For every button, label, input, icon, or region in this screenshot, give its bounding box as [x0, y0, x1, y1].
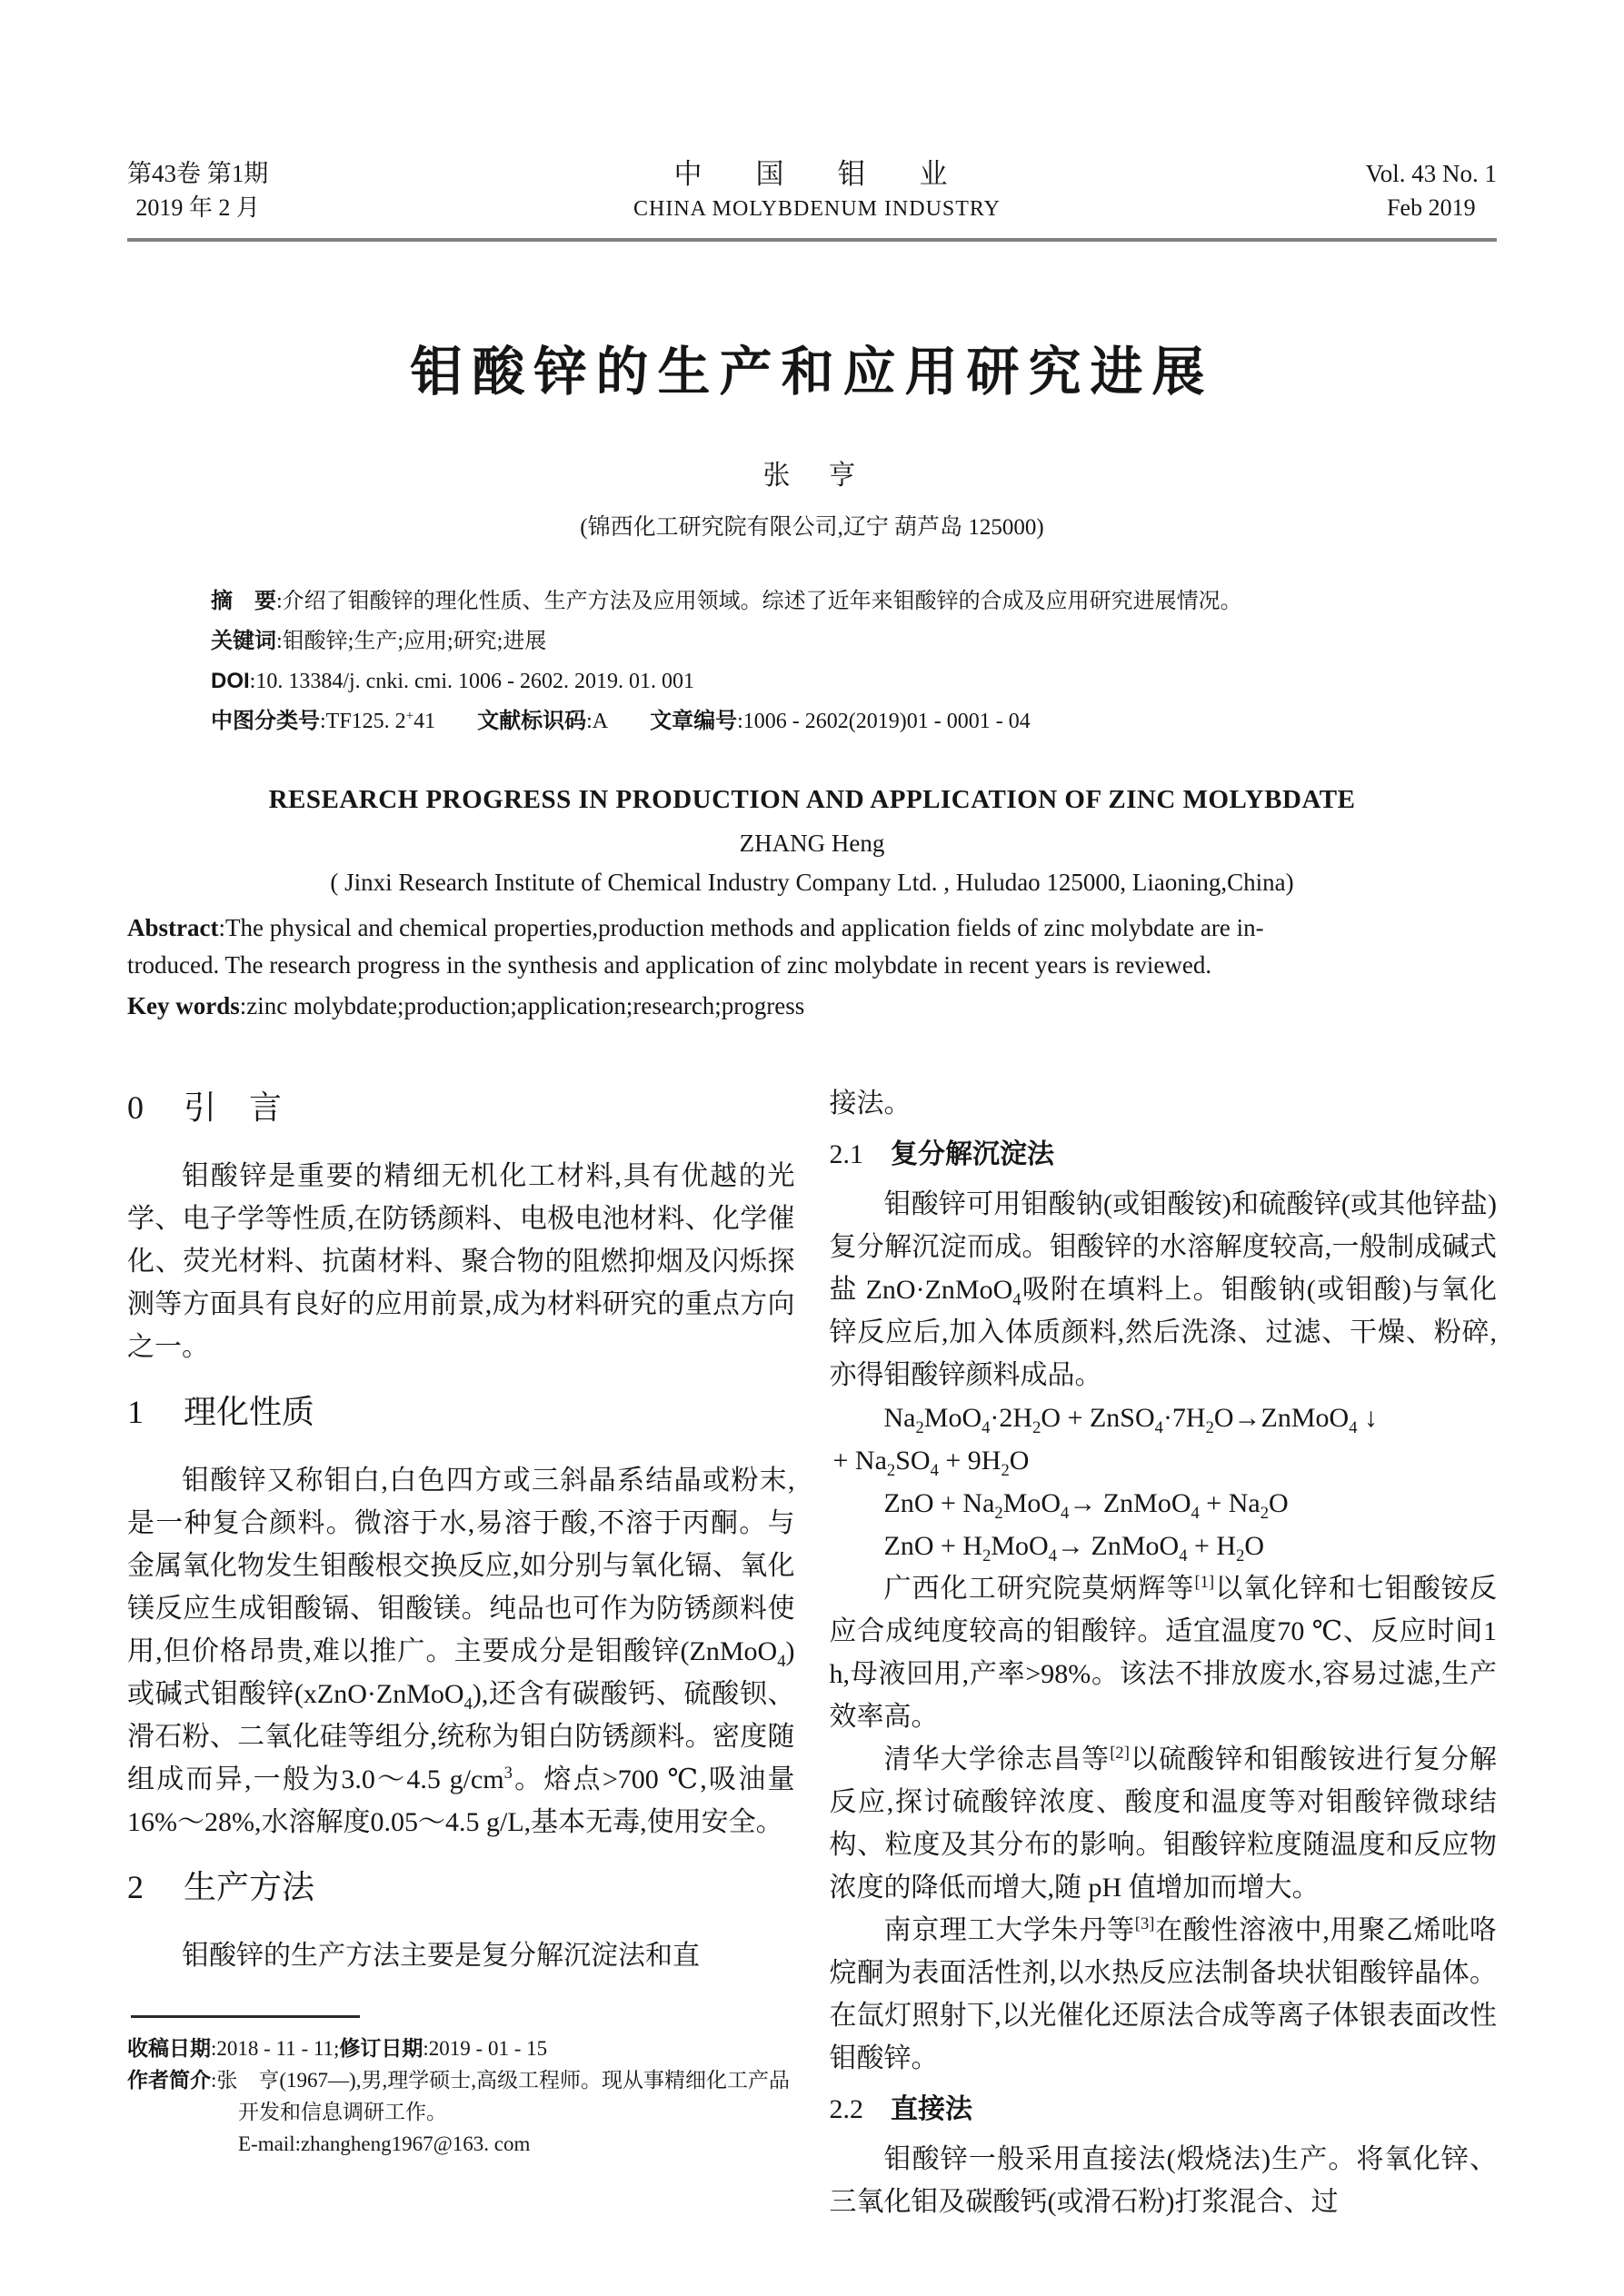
english-abstract-text1: :The physical and chemical properties,production methods and application fields of zinc molybdate are in-	[218, 914, 1264, 941]
article-id-label: 文章编号	[650, 709, 738, 733]
journal-header	[127, 156, 1497, 225]
header-rule	[127, 238, 1497, 242]
doi-text: :10. 13384/j. cnki. cmi. 1006 - 2602. 2019. 01. 001	[249, 670, 694, 693]
section-number: 1	[127, 1394, 144, 1430]
biography-text: :张 亨(1967—),男,理学硕士,高级工程师。现从事精细化工产品开发和信息调研工作。	[211, 2069, 790, 2123]
metathesis-paragraph-4: 南京理工大学朱丹等[3]在酸性溶液中,用聚乙烯吡咯烷酮为表面活性剂,以水热反应法制备块状钼酸锌晶体。在氙灯照射下,以光催化还原法合成等离子体银表面改性钼酸锌。	[829, 1914, 1498, 2073]
equation-1: $Na_2MoO_4\cdot 2H_2O$ + $ZnSO_4\cdot 7H_2O\to ZnMoO_4$ ↓	[883, 1403, 1379, 1437]
abstract-text: :介绍了钼酸锌的理化性质、生产方法及应用领域。综述了近年来钼酸锌的合成及应用研究进展情况。	[276, 590, 1242, 613]
direct-paragraph: 钼酸锌一般采用直接法(煅烧法)生产。将氧化锌、三氧化钼及碳酸钙(或滑石粉)打浆混合、过	[829, 2144, 1497, 2217]
article-meta	[211, 581, 1497, 741]
english-abstract-line1	[127, 909, 1497, 947]
english-author: ZHANG Heng	[739, 830, 885, 857]
section-heading-intro	[127, 1088, 795, 1128]
header-journal-name	[633, 156, 1001, 225]
article-id-value: :1006 - 2602(2019)01 - 0001 - 04	[737, 710, 1031, 733]
biography-label: 作者简介	[127, 2068, 211, 2092]
classification-line	[211, 701, 1497, 741]
received-label: 收稿日期	[127, 2036, 211, 2060]
subsection-title: 复分解沉淀法	[891, 1139, 1054, 1169]
english-keywords	[127, 988, 1497, 1024]
section-number: 2	[127, 1869, 144, 1905]
metathesis-paragraph-1: 钼酸锌可用钼酸钠(或钼酸铵)和硫酸锌(或其他锌盐)复分解沉淀而成。钼酸锌的水溶解度较高,一般制成碱式盐 ZnO·ZnMoO$_4$吸附在填料上。钼酸钠(或钼酸)与氧化锌反应后,加入体质颜料,然后洗涤、过滤、干燥、粉碎,亦得钼酸锌颜料成品。	[829, 1189, 1497, 1390]
received-value: :2018 - 11 - 11;	[211, 2037, 340, 2060]
metathesis-paragraph-3: 清华大学徐志昌等[2]以硫酸锌和钼酸铵进行复分解反应,探讨硫酸锌浓度、酸度和温度等对钼酸锌微球结构、粒度及其分布的影响。钼酸锌粒度随温度和反应物浓度的降低而增大,随 pH 值增加而增大。	[829, 1744, 1498, 1903]
doc-code-label: 文献标识码	[477, 709, 587, 733]
revised-label: 修订日期	[339, 2036, 423, 2060]
header-date-en: Feb 2019	[1387, 194, 1476, 221]
footnote	[127, 2015, 795, 2160]
subsection-heading-direct	[830, 2089, 1498, 2131]
header-issue-en	[1366, 156, 1497, 225]
journal-name-en: CHINA MOLYBDENUM INDUSTRY	[633, 197, 1001, 221]
properties-paragraph: 钼酸锌又称钼白,白色四方或三斜晶系结晶或粉末,是一种复合颜料。微溶于水,易溶于酸,不溶于丙酮。与金属氧化物发生钼酸根交换反应,如分别与氧化镉、氧化镁反应生成钼酸镉、钼酸镁。纯品也可作为防锈颜料使用,但价格昂贵,难以推广。主要成分是钼酸锌(ZnMoO$_4$)或碱式钼酸锌(xZnO·ZnMoO$_4$),还含有碳酸钙、硫酸钡、滑石粉、二氧化硅等组分,统称为钼白防锈颜料。密度随组成而异,一般为3.0～4.5 $g/cm^3$。熔点>700 ℃,吸油量16%～28%,水溶解度0.05～4.5 g/L,基本无毒,使用安全。	[127, 1466, 795, 1837]
subsection-title: 直接法	[891, 2094, 972, 2124]
header-volume-issue-en: Vol. 43 No. 1	[1365, 160, 1497, 187]
section-title: 引 言	[184, 1089, 283, 1126]
abstract-label: 摘 要	[211, 589, 276, 613]
english-affiliation: ( Jinxi Research Institute of Chemical Industry Company Ltd. , Huludao 125000, Liaoning,China)	[330, 869, 1294, 896]
english-abstract-line2: troduced. The research progress in the synthesis and application of zinc molybdate in recent years is reviewed.	[127, 951, 1212, 979]
revised-value: :2019 - 01 - 15	[423, 2037, 548, 2060]
equation-3: ZnO + $H_2MoO_4\to$ ZnMoO$_4$ + $H_2O$	[883, 1531, 1265, 1565]
doi-label: DOI	[211, 669, 250, 693]
subsection-number: 2.1	[829, 1139, 863, 1169]
footnote-rule	[131, 2015, 360, 2018]
section-title: 生产方法	[184, 1869, 315, 1905]
subsection-heading-metathesis	[830, 1134, 1498, 1176]
section-heading-properties	[127, 1392, 795, 1432]
footnote-biography	[127, 2064, 795, 2128]
english-keywords-text: :zinc molybdate;production;application;research;progress	[239, 992, 805, 1019]
author-name: 张 亨	[762, 461, 862, 491]
english-abstract-label: Abstract	[127, 914, 219, 941]
section-title: 理化性质	[184, 1394, 315, 1430]
header-date-cn: 2019 年 2 月	[135, 194, 260, 221]
equation-1-continuation: + $Na_2SO_4 + 9H_2O$	[832, 1446, 1030, 1480]
footnote-dates	[127, 2033, 795, 2064]
doc-code-value: :A	[586, 710, 609, 733]
english-block	[127, 785, 1497, 1024]
header-issue-cn	[127, 156, 268, 225]
english-keywords-label: Key words	[127, 992, 240, 1019]
subsection-number: 2.2	[829, 2094, 863, 2124]
header-volume-issue-cn: 第43卷 第1期	[127, 160, 269, 187]
journal-name-cn: 中 国 钼 业	[673, 158, 961, 190]
clc-value: :TF125. 2+41	[320, 709, 436, 733]
keywords-text: :钼酸锌;生产;应用;研究;进展	[276, 630, 547, 653]
english-abstract	[127, 909, 1497, 984]
left-column	[127, 1082, 795, 2223]
footnote-email: E-mail:zhangheng1967@163. com	[238, 2132, 531, 2155]
right-column	[830, 1082, 1498, 2223]
keywords-label: 关键词	[211, 629, 276, 653]
metathesis-paragraph-2: 广西化工研究院莫炳辉等[1]以氧化锌和七钼酸铵反应合成纯度较高的钼酸锌。适宜温度70 ℃、反应时间1 h,母液回用,产率>98%。该法不排放废水,容易过滤,生产效率高。	[829, 1573, 1498, 1732]
production-paragraph-continuation: 接法。	[829, 1088, 912, 1118]
intro-paragraph: 钼酸锌是重要的精细无机化工材料,具有优越的光学、电子学等性质,在防锈颜料、电极电池材料、化学催化、荧光材料、抗菌材料、聚合物的阻燃抑烟及闪烁探测等方面具有良好的应用前景,成为材料研究的重点方向之一。	[127, 1161, 795, 1362]
equation-2: ZnO + $Na_2MoO_4\to$ ZnMoO$_4$ + $Na_2O$	[883, 1488, 1289, 1523]
production-paragraph: 钼酸锌的生产方法主要是复分解沉淀法和直	[182, 1941, 700, 1971]
author-affiliation: (锦西化工研究院有限公司,辽宁 葫芦岛 125000)	[580, 515, 1044, 540]
body-columns	[127, 1082, 1497, 2223]
clc-label: 中图分类号	[211, 709, 320, 733]
article-title: 钼酸锌的生产和应用研究进展	[410, 343, 1214, 402]
doi-line	[211, 661, 1497, 701]
section-number: 0	[127, 1089, 144, 1126]
abstract-line	[211, 581, 1497, 621]
english-title: RESEARCH PROGRESS IN PRODUCTION AND APPLICATION OF ZINC MOLYBDATE	[268, 785, 1356, 814]
section-heading-production	[127, 1867, 795, 1907]
keywords-line	[211, 621, 1497, 661]
